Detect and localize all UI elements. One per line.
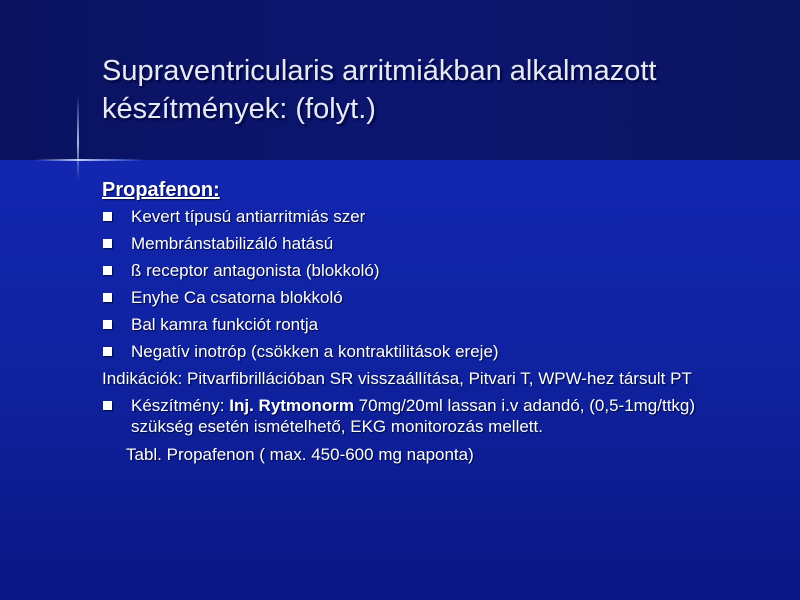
- section-heading: Propafenon:: [102, 179, 220, 201]
- bullet-text: Kevert típusú antiarritmiás szer: [131, 207, 366, 226]
- bullet-text: ß receptor antagonista (blokkoló): [131, 261, 380, 280]
- bullet-item: [102, 206, 782, 227]
- bullet-text: Negatív inotróp (csökken a kontraktilitások ereje): [131, 342, 499, 361]
- indication-text: Indikációk: Pitvarfibrillációban SR visszaállítása, Pitvari T, WPW-hez társult PT: [102, 369, 692, 388]
- preparation-note: szükség esetén ismételhető, EKG monitorozás mellett.: [131, 417, 543, 436]
- square-bullet-icon: [103, 212, 112, 221]
- square-bullet-icon: [103, 401, 112, 410]
- slide-title-line-2: készítmények: (folyt.): [102, 93, 376, 125]
- bullet-text: Membránstabilizáló hatású: [131, 234, 334, 253]
- bullet-item: [102, 287, 782, 308]
- preparation-item: [102, 395, 782, 437]
- bullet-item: [102, 314, 782, 335]
- square-bullet-icon: [103, 266, 112, 275]
- horizontal-accent-line: [35, 159, 145, 161]
- square-bullet-icon: [103, 347, 112, 356]
- bullet-item: [102, 341, 782, 362]
- square-bullet-icon: [103, 320, 112, 329]
- bullet-item: [102, 233, 782, 254]
- bullet-text: Enyhe Ca csatorna blokkoló: [131, 288, 343, 307]
- bullet-item: [102, 260, 782, 281]
- slide-title-line-1: Supraventricularis arritmiákban alkalmazott: [102, 55, 657, 87]
- square-bullet-icon: [103, 293, 112, 302]
- slide-title: [102, 52, 782, 128]
- vertical-accent-line: [77, 95, 79, 180]
- square-bullet-icon: [103, 239, 112, 248]
- bullet-text: Bal kamra funkciót rontja: [131, 315, 319, 334]
- tablet-dosage-text: Tabl. Propafenon ( max. 450-600 mg naponta): [126, 445, 474, 464]
- preparation-drug-name: Inj. Rytmonorm: [229, 396, 354, 415]
- slide-body: [102, 176, 782, 465]
- preparation-dosage: 70mg/20ml lassan i.v adandó, (0,5-1mg/ttkg): [353, 396, 696, 415]
- preparation-prefix: Készítmény:: [131, 396, 230, 415]
